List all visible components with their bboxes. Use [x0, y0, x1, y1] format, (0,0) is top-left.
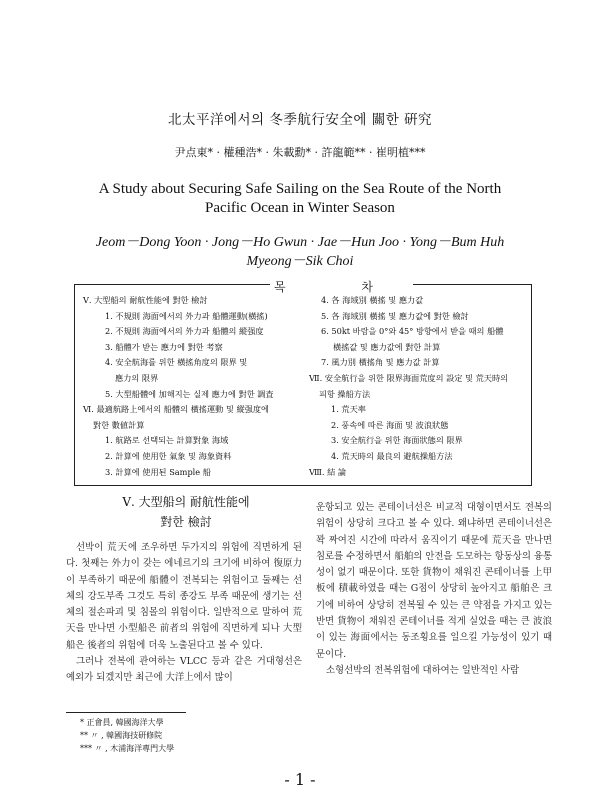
section-heading-line: 對한 檢討	[160, 515, 212, 529]
toc-item: 3. 計算에 使用된 Sample 船	[105, 466, 211, 477]
toc-item: 1. 不規則 海面에서의 外力과 船體運動(橫搖)	[105, 310, 268, 321]
title-en-line: A Study about Securing Safe Sailing on the Sea Route of the North	[98, 181, 502, 197]
toc-item: 3. 船體가 받는 應力에 對한 考察	[105, 341, 223, 352]
authors-english	[0, 233, 600, 271]
right-text-column	[316, 500, 552, 679]
toc-item: 6. 50kt 바람을 0°와 45° 방향에서 받을 때의 船體	[321, 326, 504, 337]
authors-en-line: Jeom－Dong Yoon · Jong－Ho Gwun · Jae－Hun Joo · Yong－Bum Huh	[95, 235, 505, 250]
footnote: * 正會員, 韓國海洋大學	[80, 718, 164, 727]
authors-en-line: Myeong－Sik Choi	[246, 254, 354, 269]
toc-item: 2. 不規則 海面에서의 外力과 船體의 縱强度	[105, 326, 264, 337]
toc-item: 5. 大型船體에 加해지는 실제 應力에 對한 調査	[105, 388, 274, 399]
toc-item: 2. 計算에 使用한 氣象 및 海象資料	[105, 450, 232, 461]
toc-item: 피항 操船方法	[319, 388, 371, 399]
toc-item: 4. 安全航海를 위한 橫搖角度의 限界 및	[105, 357, 248, 368]
footnotes	[80, 716, 174, 755]
toc-left-column	[83, 293, 274, 480]
toc-heading: 목 차	[270, 278, 413, 295]
toc-item: 4. 各 海域別 橫搖 및 應力값	[321, 295, 424, 305]
toc-item: 應力의 限界	[115, 372, 159, 383]
toc-item: Ⅶ. 安全航行을 위한 限界海面荒度의 設定 및 荒天時의	[309, 372, 509, 383]
footnote: ** 〃 , 韓國海技研修院	[80, 731, 163, 740]
toc-right-column	[309, 293, 508, 480]
body-paragraph: 그러나 전복에 관여하는 VLCC 등과 같은 거대형선은 예외가 되겠지만 최근에 大洋上에서 많이	[66, 656, 302, 684]
toc-item: 橫搖값 및 應力값에 對한 計算	[333, 341, 441, 352]
title-en-line: Pacific Ocean in Winter Season	[205, 200, 395, 216]
toc-item: Ⅷ. 結 論	[309, 466, 347, 477]
body-paragraph: 운항되고 있는 콘테이너선은 비교적 대형이면서도 전복의 위험이 상당히 크다고 볼 수 있다. 왜냐하면 콘테이너선은 꽉 짜여진 시간에 따라서 움직이기 때문에 荒天을 만나면 침로를 수정하면서 船舶의 안전을 도모하는 항동상의 융통성이 없기 때문이다. 또한 貨物이 채워진 콘테이너를 上甲板에 積載하였을 때는 G점이 상당히 높아지고 船舶은 크기에 비하여 상당히 전복될 수 있는 큰 약점을 가지고 있는 반면 貨物이 채워진 콘테이너를 적게 실었을 때는 큰 波浪이 있는 海面에서는 동조횡요를 일으킬 가능성이 있기 때문이다.	[316, 502, 552, 660]
paper-title-english	[0, 180, 600, 218]
section-heading	[66, 492, 306, 532]
table-of-contents-box	[74, 284, 532, 486]
footnote: *** 〃 , 木浦海洋專門大學	[80, 744, 175, 753]
section-heading-line: Ⅴ. 大型船의 耐航性能에	[122, 495, 250, 509]
body-paragraph: 소형선박의 전복위험에 대하여는 일반적인 사람	[326, 664, 520, 676]
toc-item: 5. 各 海域別 橫搖 및 應力값에 對한 檢討	[321, 310, 469, 321]
toc-item: Ⅵ. 最適航路上에서의 船體의 橫搖運動 및 縱强度에	[83, 404, 269, 415]
toc-item: 2. 풍속에 따른 海面 및 波浪狀態	[331, 419, 449, 430]
paper-title-korean: 北太平洋에서의 冬季航行安全에 關한 硏究	[167, 112, 433, 128]
toc-item: 1. 航路로 선택되는 計算對象 海域	[105, 435, 229, 446]
toc-item: 7. 風力別 橫搖角 및 應力값 計算	[321, 357, 440, 368]
toc-item: 4. 荒天時의 最良의 避航操船方法	[331, 450, 453, 461]
left-text-column	[66, 540, 302, 687]
toc-item: 3. 安全航行을 위한 海面狀態의 限界	[331, 435, 463, 446]
toc-item: Ⅴ. 大型船의 耐航性能에 對한 檢討	[83, 295, 208, 305]
toc-item: 1. 荒天率	[331, 404, 366, 415]
authors-korean: 尹点東* · 權種浩* · 朱載勳* · 許龍範** · 崔明植***	[174, 146, 426, 159]
footnote-divider	[66, 712, 186, 713]
toc-item: 對한 數値計算	[93, 419, 145, 430]
body-paragraph: 선박이 荒天에 조우하면 두가지의 위험에 직면하게 된다. 첫째는 外力이 갖는 에네르기의 크기에 비하여 復原力이 부족하기 때문에 船體이 전복되는 위험이고 둘째는 선체의 강도부족 그것도 특히 종강도 부족 때문에 생기는 선체의 절손파괴 및 침몰의 위험이다. 일반적으로 말하여 荒天을 만나면 小型船은 前者의 위험에 직면하게 되나 大型船은 後者의 위험에 더욱 노출된다고 볼 수 있다.	[66, 542, 302, 651]
page-number: - 1 -	[284, 770, 316, 789]
